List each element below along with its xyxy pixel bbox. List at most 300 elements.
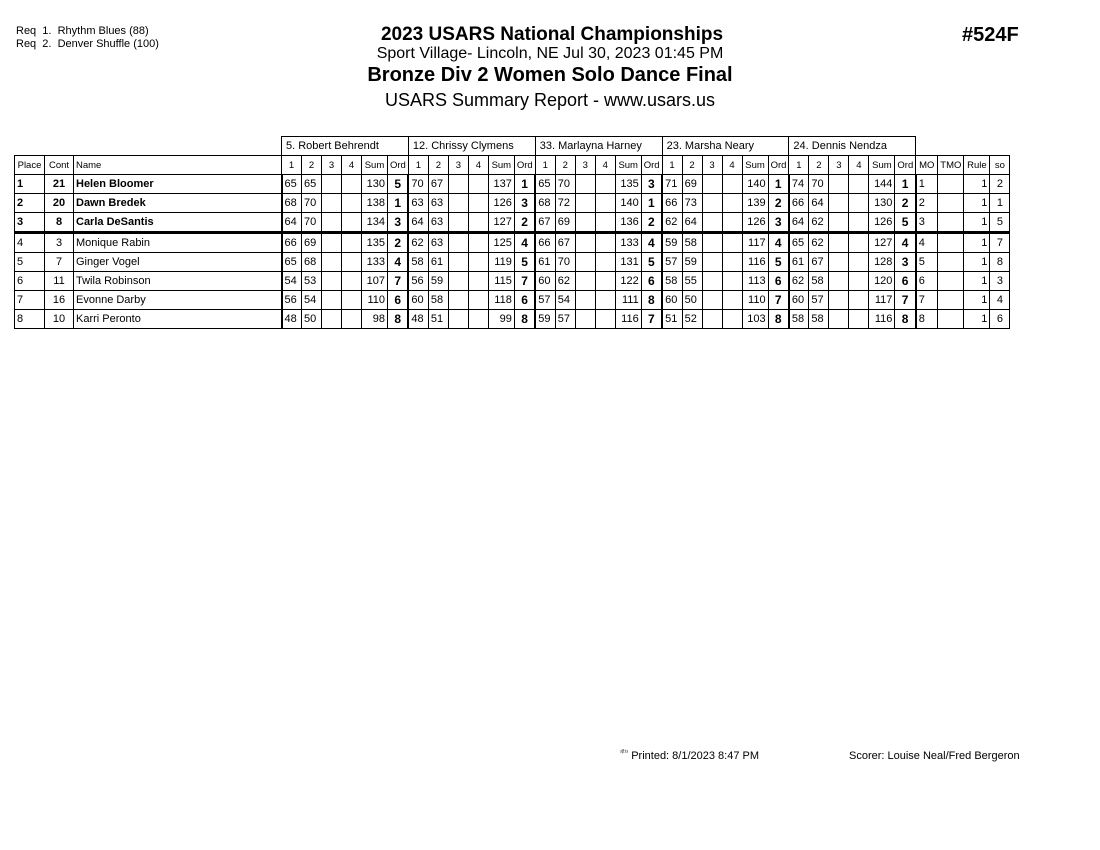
- judge4-score2-cell: 50: [682, 291, 702, 310]
- table-row: [15, 213, 1010, 233]
- judge4-ordinal-cell: 3: [768, 213, 789, 233]
- judge2-sum-cell: 115: [488, 272, 514, 291]
- judge1-ordinal-cell: 6: [388, 291, 409, 310]
- judge2-score1-cell: 48: [408, 310, 428, 329]
- judge2-sum-cell: 99: [488, 310, 514, 329]
- judge1-ordinal-cell: 3: [388, 213, 409, 233]
- judge5-sum-cell: 117: [869, 291, 895, 310]
- judge3-score3-cell: [575, 272, 595, 291]
- judge4-score1-cell: 66: [662, 194, 682, 213]
- judge3-score4-cell: [595, 213, 615, 233]
- col-header-judge1-3: 3: [322, 156, 342, 175]
- table-row: [15, 272, 1010, 291]
- col-header-judge3-2: 2: [555, 156, 575, 175]
- judge2-score4-cell: [468, 213, 488, 233]
- skater-name-cell: Twila Robinson: [74, 272, 282, 291]
- col-header-judge5-sum: Sum: [869, 156, 895, 175]
- so-cell: 1: [990, 194, 1010, 213]
- footer-mark: ᶟᵝ¹ᶟ: [620, 750, 629, 756]
- place-cell: 2: [15, 194, 45, 213]
- judge5-score1-cell: 66: [789, 194, 809, 213]
- judge3-ordinal-cell: 1: [641, 194, 662, 213]
- judge2-score4-cell: [468, 233, 488, 253]
- mo-cell: 1: [916, 175, 938, 194]
- judge4-sum-cell: 116: [742, 253, 768, 272]
- judge1-score2-cell: 70: [302, 213, 322, 233]
- judge3-score4-cell: [595, 253, 615, 272]
- judge1-sum-cell: 134: [362, 213, 388, 233]
- mo-cell: 7: [916, 291, 938, 310]
- judge3-score1-cell: 66: [535, 233, 555, 253]
- judge4-score1-cell: 62: [662, 213, 682, 233]
- judge1-score3-cell: [322, 272, 342, 291]
- judge4-score2-cell: 55: [682, 272, 702, 291]
- judge3-score2-cell: 62: [555, 272, 575, 291]
- col-header-judge3-sum: Sum: [615, 156, 641, 175]
- judge5-score2-cell: 67: [809, 253, 829, 272]
- table-row: [15, 233, 1010, 253]
- judge4-score4-cell: [722, 213, 742, 233]
- table-row: [15, 291, 1010, 310]
- judge1-score2-cell: 54: [302, 291, 322, 310]
- judge2-score2-cell: 63: [428, 233, 448, 253]
- col-header-judge5-ord: Ord: [895, 156, 916, 175]
- col-header-judge5-4: 4: [849, 156, 869, 175]
- judge4-score4-cell: [722, 272, 742, 291]
- so-cell: 5: [990, 213, 1010, 233]
- judge1-score4-cell: [342, 272, 362, 291]
- judge1-sum-cell: 98: [362, 310, 388, 329]
- judge3-score2-cell: 69: [555, 213, 575, 233]
- col-header-mo: MO: [916, 156, 938, 175]
- skater-name-cell: Helen Bloomer: [74, 175, 282, 194]
- judge3-score3-cell: [575, 194, 595, 213]
- judge2-ordinal-cell: 6: [514, 291, 535, 310]
- judge-3-name: 33. Marlayna Harney: [535, 137, 662, 156]
- judge2-score4-cell: [468, 291, 488, 310]
- judge5-score3-cell: [829, 233, 849, 253]
- judge1-score2-cell: 70: [302, 194, 322, 213]
- judge2-score3-cell: [448, 213, 468, 233]
- judge2-score2-cell: 67: [428, 175, 448, 194]
- tmo-cell: [938, 253, 964, 272]
- judge4-score3-cell: [702, 310, 722, 329]
- requirement-1: Req 1. Rhythm Blues (88): [16, 25, 149, 37]
- table-row: [15, 253, 1010, 272]
- skater-name-cell: Evonne Darby: [74, 291, 282, 310]
- judge4-ordinal-cell: 1: [768, 175, 789, 194]
- judge5-score4-cell: [849, 291, 869, 310]
- judge4-score3-cell: [702, 272, 722, 291]
- contestant-number-cell: 16: [45, 291, 74, 310]
- judge4-score4-cell: [722, 253, 742, 272]
- judge4-ordinal-cell: 2: [768, 194, 789, 213]
- judge4-score4-cell: [722, 175, 742, 194]
- judge3-score2-cell: 67: [555, 233, 575, 253]
- col-header-judge4-1: 1: [662, 156, 682, 175]
- skater-name-cell: Carla DeSantis: [74, 213, 282, 233]
- judge1-score4-cell: [342, 233, 362, 253]
- judge4-score1-cell: 51: [662, 310, 682, 329]
- requirement-2: Req 2. Denver Shuffle (100): [16, 37, 159, 50]
- judge2-score2-cell: 61: [428, 253, 448, 272]
- judge5-score1-cell: 64: [789, 213, 809, 233]
- judge3-sum-cell: 136: [615, 213, 641, 233]
- judge4-score3-cell: [702, 175, 722, 194]
- judge5-score1-cell: 58: [789, 310, 809, 329]
- judge2-ordinal-cell: 1: [514, 175, 535, 194]
- event-code: #524F: [962, 24, 1019, 46]
- tmo-cell: [938, 175, 964, 194]
- judge2-score3-cell: [448, 310, 468, 329]
- judge1-score4-cell: [342, 253, 362, 272]
- judge1-ordinal-cell: 5: [388, 175, 409, 194]
- judge2-score4-cell: [468, 310, 488, 329]
- mo-cell: 8: [916, 310, 938, 329]
- judge2-score3-cell: [448, 253, 468, 272]
- judge2-score2-cell: 63: [428, 194, 448, 213]
- judge4-score2-cell: 69: [682, 175, 702, 194]
- judge2-score4-cell: [468, 194, 488, 213]
- col-header-name: Name: [74, 156, 282, 175]
- judge1-score2-cell: 53: [302, 272, 322, 291]
- skater-name-cell: Karri Peronto: [74, 310, 282, 329]
- judge1-score1-cell: 64: [282, 213, 302, 233]
- judge1-sum-cell: 135: [362, 233, 388, 253]
- col-header-judge1-4: 4: [342, 156, 362, 175]
- judge2-score1-cell: 60: [408, 291, 428, 310]
- judge2-ordinal-cell: 7: [514, 272, 535, 291]
- judge4-sum-cell: 113: [742, 272, 768, 291]
- col-header-cont: Cont: [45, 156, 74, 175]
- contestant-number-cell: 7: [45, 253, 74, 272]
- judge5-score2-cell: 57: [809, 291, 829, 310]
- rule-cell: 1: [964, 233, 990, 253]
- judge5-score2-cell: 62: [809, 233, 829, 253]
- col-header-judge3-ord: Ord: [641, 156, 662, 175]
- judge3-score2-cell: 57: [555, 310, 575, 329]
- tmo-cell: [938, 233, 964, 253]
- judge2-score1-cell: 62: [408, 233, 428, 253]
- judge3-ordinal-cell: 6: [641, 272, 662, 291]
- judge3-score1-cell: 65: [535, 175, 555, 194]
- judge1-score3-cell: [322, 233, 342, 253]
- judge5-ordinal-cell: 2: [895, 194, 916, 213]
- judge5-sum-cell: 144: [869, 175, 895, 194]
- col-header-judge2-2: 2: [428, 156, 448, 175]
- judge5-ordinal-cell: 7: [895, 291, 916, 310]
- judge3-score4-cell: [595, 291, 615, 310]
- place-cell: 7: [15, 291, 45, 310]
- judge2-ordinal-cell: 4: [514, 233, 535, 253]
- judge4-sum-cell: 117: [742, 233, 768, 253]
- judge3-sum-cell: 122: [615, 272, 641, 291]
- judge1-score3-cell: [322, 175, 342, 194]
- judge5-score4-cell: [849, 310, 869, 329]
- judge4-score2-cell: 52: [682, 310, 702, 329]
- venue-date: Sport Village- Lincoln, NE Jul 30, 2023 01:45 PM: [376, 45, 724, 62]
- judge1-score1-cell: 56: [282, 291, 302, 310]
- table-row: [15, 310, 1010, 329]
- rule-cell: 1: [964, 213, 990, 233]
- judge5-score1-cell: 61: [789, 253, 809, 272]
- judge4-score1-cell: 57: [662, 253, 682, 272]
- judge1-ordinal-cell: 2: [388, 233, 409, 253]
- tmo-cell: [938, 272, 964, 291]
- judge2-score2-cell: 58: [428, 291, 448, 310]
- judge4-score4-cell: [722, 233, 742, 253]
- so-cell: 6: [990, 310, 1010, 329]
- col-header-judge2-sum: Sum: [488, 156, 514, 175]
- judge1-score1-cell: 65: [282, 175, 302, 194]
- judge4-score4-cell: [722, 291, 742, 310]
- judge3-sum-cell: 111: [615, 291, 641, 310]
- judge5-score3-cell: [829, 291, 849, 310]
- col-header-judge3-3: 3: [575, 156, 595, 175]
- judge5-ordinal-cell: 4: [895, 233, 916, 253]
- judge3-sum-cell: 131: [615, 253, 641, 272]
- scorer-info: Scorer: Louise Neal/Fred Bergeron: [849, 750, 1020, 762]
- col-header-judge4-3: 3: [702, 156, 722, 175]
- judge2-sum-cell: 118: [488, 291, 514, 310]
- judge1-score2-cell: 69: [302, 233, 322, 253]
- judge4-sum-cell: 140: [742, 175, 768, 194]
- judge2-score1-cell: 58: [408, 253, 428, 272]
- judge3-score2-cell: 70: [555, 253, 575, 272]
- judge4-ordinal-cell: 5: [768, 253, 789, 272]
- so-cell: 3: [990, 272, 1010, 291]
- judge1-score2-cell: 68: [302, 253, 322, 272]
- judge3-score4-cell: [595, 175, 615, 194]
- judge3-score4-cell: [595, 194, 615, 213]
- col-header-judge3-1: 1: [535, 156, 555, 175]
- judge1-score2-cell: 50: [302, 310, 322, 329]
- judge3-ordinal-cell: 2: [641, 213, 662, 233]
- judge3-score2-cell: 72: [555, 194, 575, 213]
- judge2-ordinal-cell: 5: [514, 253, 535, 272]
- rule-cell: 1: [964, 272, 990, 291]
- judge4-ordinal-cell: 4: [768, 233, 789, 253]
- judge5-score3-cell: [829, 253, 849, 272]
- place-cell: 8: [15, 310, 45, 329]
- judge3-score4-cell: [595, 233, 615, 253]
- col-header-judge1-sum: Sum: [362, 156, 388, 175]
- judge1-ordinal-cell: 1: [388, 194, 409, 213]
- judge3-score2-cell: 54: [555, 291, 575, 310]
- judge5-score1-cell: 62: [789, 272, 809, 291]
- skater-name-cell: Dawn Bredek: [74, 194, 282, 213]
- skater-name-cell: Monique Rabin: [74, 233, 282, 253]
- judge2-score3-cell: [448, 272, 468, 291]
- so-cell: 2: [990, 175, 1010, 194]
- judge3-score3-cell: [575, 213, 595, 233]
- judge2-score4-cell: [468, 253, 488, 272]
- col-header-judge3-4: 4: [595, 156, 615, 175]
- judge5-ordinal-cell: 8: [895, 310, 916, 329]
- judge5-score2-cell: 58: [809, 272, 829, 291]
- judge1-ordinal-cell: 7: [388, 272, 409, 291]
- judge1-score1-cell: 66: [282, 233, 302, 253]
- judge1-score4-cell: [342, 194, 362, 213]
- tmo-cell: [938, 194, 964, 213]
- judge4-score3-cell: [702, 213, 722, 233]
- judge5-score2-cell: 64: [809, 194, 829, 213]
- place-cell: 6: [15, 272, 45, 291]
- judge4-score4-cell: [722, 194, 742, 213]
- col-header-judge2-ord: Ord: [514, 156, 535, 175]
- judge5-score3-cell: [829, 194, 849, 213]
- judge3-sum-cell: 140: [615, 194, 641, 213]
- col-header-judge1-1: 1: [282, 156, 302, 175]
- judge3-sum-cell: 116: [615, 310, 641, 329]
- col-header-tmo: TMO: [938, 156, 964, 175]
- judge4-ordinal-cell: 8: [768, 310, 789, 329]
- table-row: [15, 194, 1010, 213]
- judge2-score4-cell: [468, 175, 488, 194]
- judge3-sum-cell: 133: [615, 233, 641, 253]
- mo-cell: 4: [916, 233, 938, 253]
- judge3-ordinal-cell: 5: [641, 253, 662, 272]
- col-header-so: so: [990, 156, 1010, 175]
- col-header-judge2-1: 1: [408, 156, 428, 175]
- judge2-score2-cell: 59: [428, 272, 448, 291]
- judge2-ordinal-cell: 8: [514, 310, 535, 329]
- judge4-score3-cell: [702, 253, 722, 272]
- judge5-ordinal-cell: 1: [895, 175, 916, 194]
- judge5-sum-cell: 128: [869, 253, 895, 272]
- tmo-cell: [938, 213, 964, 233]
- place-cell: 5: [15, 253, 45, 272]
- judge3-sum-cell: 135: [615, 175, 641, 194]
- judge-4-name: 23. Marsha Neary: [662, 137, 789, 156]
- judge4-score1-cell: 71: [662, 175, 682, 194]
- judge3-ordinal-cell: 7: [641, 310, 662, 329]
- col-header-judge4-4: 4: [722, 156, 742, 175]
- judge3-score4-cell: [595, 272, 615, 291]
- judge5-score2-cell: 70: [809, 175, 829, 194]
- judge2-score4-cell: [468, 272, 488, 291]
- judge3-score3-cell: [575, 253, 595, 272]
- mo-cell: 3: [916, 213, 938, 233]
- col-header-judge2-4: 4: [468, 156, 488, 175]
- judge3-score1-cell: 61: [535, 253, 555, 272]
- judge2-score2-cell: 63: [428, 213, 448, 233]
- judge1-score1-cell: 68: [282, 194, 302, 213]
- judge5-score4-cell: [849, 175, 869, 194]
- judge1-score1-cell: 48: [282, 310, 302, 329]
- col-header-judge1-2: 2: [302, 156, 322, 175]
- col-header-place: Place: [15, 156, 45, 175]
- judge5-score2-cell: 58: [809, 310, 829, 329]
- so-cell: 8: [990, 253, 1010, 272]
- judge5-ordinal-cell: 5: [895, 213, 916, 233]
- judge5-score3-cell: [829, 310, 849, 329]
- judge2-sum-cell: 125: [488, 233, 514, 253]
- judge1-score3-cell: [322, 310, 342, 329]
- judge5-sum-cell: 116: [869, 310, 895, 329]
- judge2-ordinal-cell: 2: [514, 213, 535, 233]
- judge2-score3-cell: [448, 291, 468, 310]
- judge3-score1-cell: 57: [535, 291, 555, 310]
- judge2-sum-cell: 137: [488, 175, 514, 194]
- contestant-number-cell: 8: [45, 213, 74, 233]
- judge5-ordinal-cell: 3: [895, 253, 916, 272]
- contestant-number-cell: 10: [45, 310, 74, 329]
- judge4-sum-cell: 126: [742, 213, 768, 233]
- judge2-score1-cell: 56: [408, 272, 428, 291]
- judge5-score3-cell: [829, 175, 849, 194]
- col-header-judge4-sum: Sum: [742, 156, 768, 175]
- col-header-judge5-2: 2: [809, 156, 829, 175]
- judge4-sum-cell: 103: [742, 310, 768, 329]
- judge1-score3-cell: [322, 213, 342, 233]
- judge2-score1-cell: 64: [408, 213, 428, 233]
- place-cell: 4: [15, 233, 45, 253]
- so-cell: 4: [990, 291, 1010, 310]
- event-title: Bronze Div 2 Women Solo Dance Final: [367, 64, 733, 86]
- judge3-ordinal-cell: 3: [641, 175, 662, 194]
- judge1-sum-cell: 110: [362, 291, 388, 310]
- judge1-sum-cell: 130: [362, 175, 388, 194]
- judge1-score3-cell: [322, 253, 342, 272]
- judge5-score4-cell: [849, 194, 869, 213]
- col-header-judge5-3: 3: [829, 156, 849, 175]
- contestant-number-cell: 3: [45, 233, 74, 253]
- judge5-sum-cell: 126: [869, 213, 895, 233]
- judge1-score4-cell: [342, 213, 362, 233]
- contestant-number-cell: 20: [45, 194, 74, 213]
- judge1-score4-cell: [342, 175, 362, 194]
- judge1-score1-cell: 65: [282, 253, 302, 272]
- judge4-score2-cell: 58: [682, 233, 702, 253]
- judge3-score3-cell: [575, 175, 595, 194]
- judge4-score3-cell: [702, 233, 722, 253]
- judge3-score3-cell: [575, 291, 595, 310]
- mo-cell: 5: [916, 253, 938, 272]
- place-cell: 1: [15, 175, 45, 194]
- judge4-score1-cell: 60: [662, 291, 682, 310]
- judge1-score4-cell: [342, 310, 362, 329]
- contestant-number-cell: 21: [45, 175, 74, 194]
- judge4-ordinal-cell: 6: [768, 272, 789, 291]
- rule-cell: 1: [964, 194, 990, 213]
- judge1-sum-cell: 107: [362, 272, 388, 291]
- judge2-sum-cell: 126: [488, 194, 514, 213]
- judge5-sum-cell: 120: [869, 272, 895, 291]
- judge3-score1-cell: 67: [535, 213, 555, 233]
- judge1-score1-cell: 54: [282, 272, 302, 291]
- judge3-score1-cell: 59: [535, 310, 555, 329]
- rule-cell: 1: [964, 175, 990, 194]
- judge1-score3-cell: [322, 291, 342, 310]
- judge1-score4-cell: [342, 291, 362, 310]
- judge2-score3-cell: [448, 233, 468, 253]
- judge1-score2-cell: 65: [302, 175, 322, 194]
- judge4-score1-cell: 58: [662, 272, 682, 291]
- judge2-sum-cell: 119: [488, 253, 514, 272]
- judge5-score1-cell: 74: [789, 175, 809, 194]
- judge1-sum-cell: 138: [362, 194, 388, 213]
- judge3-score3-cell: [575, 233, 595, 253]
- judge5-ordinal-cell: 6: [895, 272, 916, 291]
- judge4-score2-cell: 59: [682, 253, 702, 272]
- col-header-judge4-ord: Ord: [768, 156, 789, 175]
- col-header-judge1-ord: Ord: [388, 156, 409, 175]
- judge2-score2-cell: 51: [428, 310, 448, 329]
- rule-cell: 1: [964, 310, 990, 329]
- mo-cell: 2: [916, 194, 938, 213]
- rule-cell: 1: [964, 291, 990, 310]
